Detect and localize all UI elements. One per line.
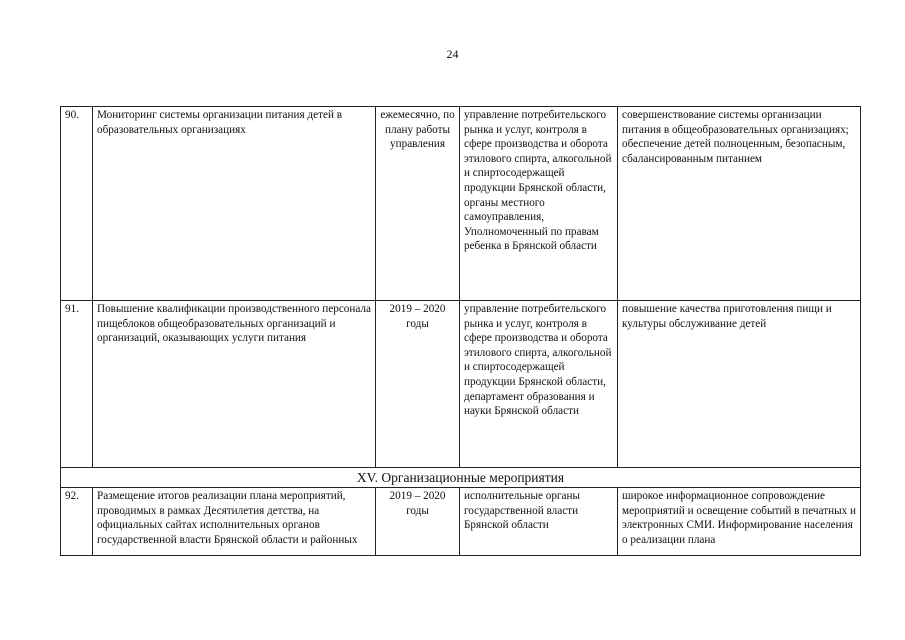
- row-number: 91.: [61, 301, 93, 468]
- section-heading-row: [61, 468, 861, 488]
- table-row: [61, 107, 861, 301]
- page-number: 24: [446, 47, 459, 61]
- row-result: широкое информационное сопровождение мероприятий и освещение событий в печатных и электронных СМИ. Информирование населения о реализации плана: [618, 488, 861, 556]
- row-period: 2019 – 2020 годы: [376, 301, 460, 468]
- row-result: совершенствование системы организации питания в общеобразовательных организациях; обеспечение детей полноценным, безопасным, сбалансированным питанием: [618, 107, 861, 301]
- row-executors: управление потребительского рынка и услуг, контроля в сфере производства и оборота этилового спирта, алкогольной и спиртосодержащей продукции Брянской области, органы местного самоуправления, Уполномоченный по правам ребенка в Брянской области: [460, 107, 618, 301]
- table-row: [61, 488, 861, 556]
- row-executors: исполнительные органы государственной власти Брянской области: [460, 488, 618, 556]
- row-period: 2019 – 2020 годы: [376, 488, 460, 556]
- table-row: [61, 301, 861, 468]
- row-period: ежемесячно, по плану работы управления: [376, 107, 460, 301]
- row-number: 92.: [61, 488, 93, 556]
- action-plan-table: [60, 106, 861, 556]
- row-action: Повышение квалификации производственного персонала пищеблоков общеобразовательных организаций и организаций, оказывающих услуги питания: [93, 301, 376, 468]
- row-action: Размещение итогов реализации плана мероприятий, проводимых в рамках Десятилетия детства, на официальных сайтах исполнительных органов государственной власти Брянской области и районных: [93, 488, 376, 556]
- section-title: XV. Организационные мероприятия: [61, 468, 861, 488]
- row-action: Мониторинг системы организации питания детей в образовательных организациях: [93, 107, 376, 301]
- row-executors: управление потребительского рынка и услуг, контроля в сфере производства и оборота этилового спирта, алкогольной и спиртосодержащей продукции Брянской области, департамент образования и науки Брянской области: [460, 301, 618, 468]
- row-number: 90.: [61, 107, 93, 301]
- row-result: повышение качества приготовления пищи и культуры обслуживание детей: [618, 301, 861, 468]
